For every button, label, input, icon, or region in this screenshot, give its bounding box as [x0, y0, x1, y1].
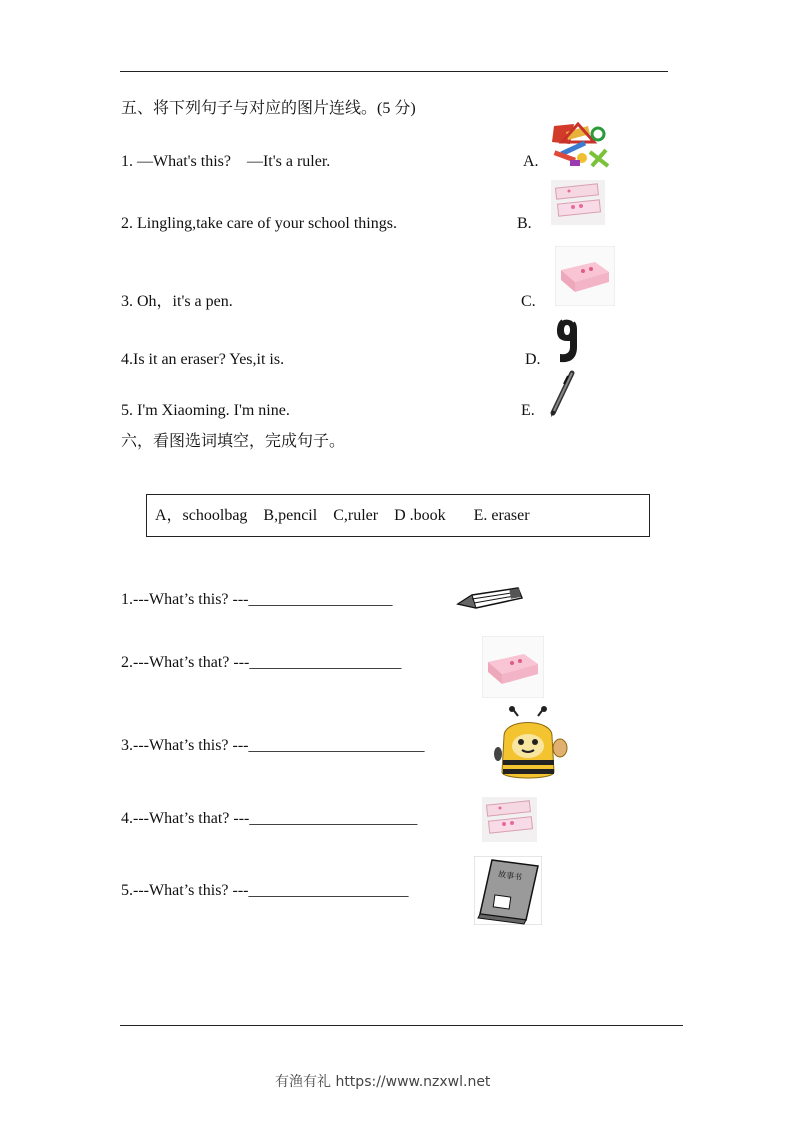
- pen-icon: [548, 370, 576, 418]
- storybook-icon: [474, 856, 542, 925]
- fill-in-question-5: 5.---What’s this? ---____________________: [121, 882, 409, 899]
- matching-sentence-2: 2. Lingling,take care of your school things.: [121, 215, 397, 232]
- matching-sentence-1: 1. —What's this? —It's a ruler.: [121, 153, 331, 170]
- fill-in-question-3: 3.---What’s this? ---______________________: [121, 737, 425, 754]
- pencil-icon: [456, 586, 524, 612]
- option-letter-c: C.: [521, 293, 536, 310]
- eraser-icon: [555, 246, 615, 306]
- pencil-case-icon-q4: [482, 797, 537, 842]
- matching-sentence-5: 5. I'm Xiaoming. I'm nine.: [121, 402, 290, 419]
- matching-sentence-4: 4.Is it an eraser? Yes,it is.: [121, 351, 285, 368]
- option-letter-e: E.: [521, 402, 535, 419]
- matching-sentence-3: 3. Oh，it's a pen.: [121, 293, 233, 310]
- school-supplies-icon: [548, 122, 610, 168]
- bee-schoolbag-icon: [494, 706, 570, 782]
- fill-in-question-1: 1.---What’s this? ---__________________: [121, 591, 393, 608]
- eraser-icon-q2: [482, 636, 544, 698]
- word-bank-options: A，schoolbag B,pencil C,ruler D .book E. eraser: [155, 507, 530, 524]
- option-letter-d: D.: [525, 351, 541, 368]
- footer-watermark: 有渔有礼 https://www.nzxwl.net: [275, 1074, 491, 1090]
- section6-heading: 六，看图选词填空，完成句子。: [121, 433, 346, 450]
- option-letter-a: A.: [523, 153, 539, 170]
- top-rule: [120, 71, 668, 72]
- number-nine-icon: [556, 317, 578, 363]
- storybook-cover-title: 故事书: [497, 869, 523, 882]
- section5-heading: 五、将下列句子与对应的图片连线。(5 分): [121, 100, 416, 117]
- fill-in-question-4: 4.---What’s that? ---_____________________: [121, 810, 418, 827]
- pencil-case-icon: [551, 180, 605, 225]
- bottom-rule: [120, 1025, 683, 1026]
- fill-in-question-2: 2.---What’s that? ---___________________: [121, 654, 402, 671]
- option-letter-b: B.: [517, 215, 532, 232]
